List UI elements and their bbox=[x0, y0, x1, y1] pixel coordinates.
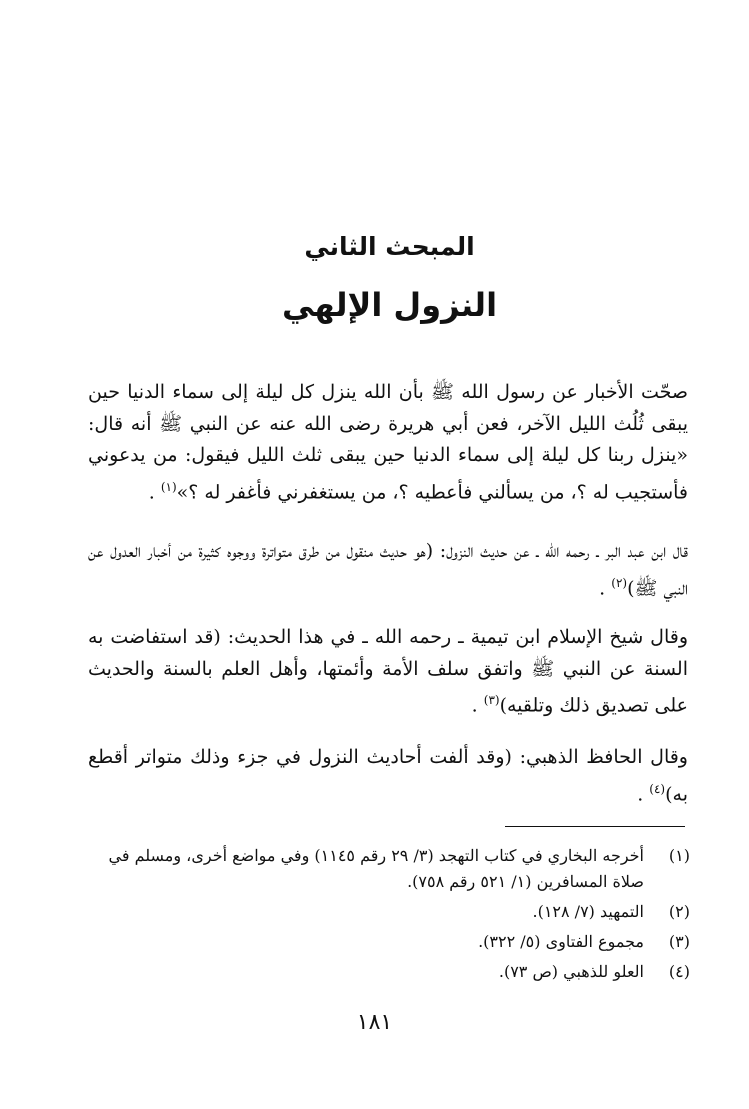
section-title: النزول الإلهي bbox=[281, 286, 498, 324]
paragraph-end: . bbox=[637, 782, 644, 805]
footnote-text: مجموع الفتاوى (٥/ ٣٢٢). bbox=[478, 932, 644, 951]
paragraph-end: . bbox=[148, 480, 155, 503]
footnote-number: (١) bbox=[668, 846, 690, 865]
paragraph-text: وقال الحافظ الذهبي: (وقد ألفت أحاديث النزول في جزء وذلك متواتر أقطع به) bbox=[88, 746, 688, 805]
page-number: ١٨١ bbox=[356, 1010, 393, 1035]
footnote bbox=[86, 929, 690, 955]
section-heading: المبحث الثاني bbox=[304, 232, 475, 261]
paragraph-text: قال ابن عبد البر ـ رحمه الله ـ عن حديث النزول: (هو حديث منقول من طرق متواترة ووجوه كثيرة من أخبار العدول عن النبي ﷺ) bbox=[88, 540, 688, 599]
footnote-divider bbox=[505, 826, 685, 827]
footnote-text: العلو للذهبي (ص ٧٣). bbox=[498, 962, 644, 981]
footnote-text: التمهيد (٧/ ١٢٨). bbox=[532, 902, 644, 921]
footnote-number: (٢) bbox=[668, 902, 690, 921]
paragraph-3 bbox=[88, 622, 688, 722]
paragraph-text: وقال شيخ الإسلام ابن تيمية ـ رحمه الله ـ في هذا الحديث: (قد استفاضت به السنة عن النبي ﷺ واتفق سلف الأمة وأئمتها، وأهل العلم بالسنة والحديث على تصديق ذلك وتلقيه) bbox=[88, 626, 688, 717]
paragraph-4 bbox=[88, 742, 688, 810]
paragraph-2 bbox=[88, 536, 688, 604]
footnote-text: أخرجه البخاري في كتاب التهجد (٣/ ٢٩ رقم ١١٤٥) وفي مواضع أخرى، ومسلم في صلاة المسافرين (١/ ٥٢١ رقم ٧٥٨). bbox=[108, 846, 644, 891]
paragraph-1 bbox=[88, 377, 688, 508]
footnote-ref[interactable]: (٤) bbox=[649, 781, 666, 796]
footnote-ref[interactable]: (١) bbox=[160, 479, 177, 494]
paragraph-end: . bbox=[471, 694, 478, 717]
footnote bbox=[86, 843, 690, 895]
paragraph-end: . bbox=[599, 576, 606, 599]
footnotes bbox=[86, 843, 690, 989]
footnote bbox=[86, 899, 690, 925]
paragraph-text: صحّت الأخبار عن رسول الله ﷺ بأن الله ينزل كل ليلة إلى سماء الدنيا حين يبقى ثُلُث الليل الآخر، فعن أبي هريرة رضى الله عنه عن النبي ﷺ أنه قال: «ينزل ربنا كل ليلة إلى سماء الدنيا حين يبقى ثلث الليل فيقول: من يدعوني فأستجيب له ؟، من يسألني فأعطيه ؟، من يستغفرني فأغفر له ؟» bbox=[88, 381, 688, 503]
footnote-ref[interactable]: (٢) bbox=[611, 575, 628, 590]
footnote bbox=[86, 959, 690, 985]
footnote-number: (٤) bbox=[668, 962, 690, 981]
footnote-ref[interactable]: (٣) bbox=[483, 693, 500, 707]
footnote-number: (٣) bbox=[668, 932, 690, 951]
